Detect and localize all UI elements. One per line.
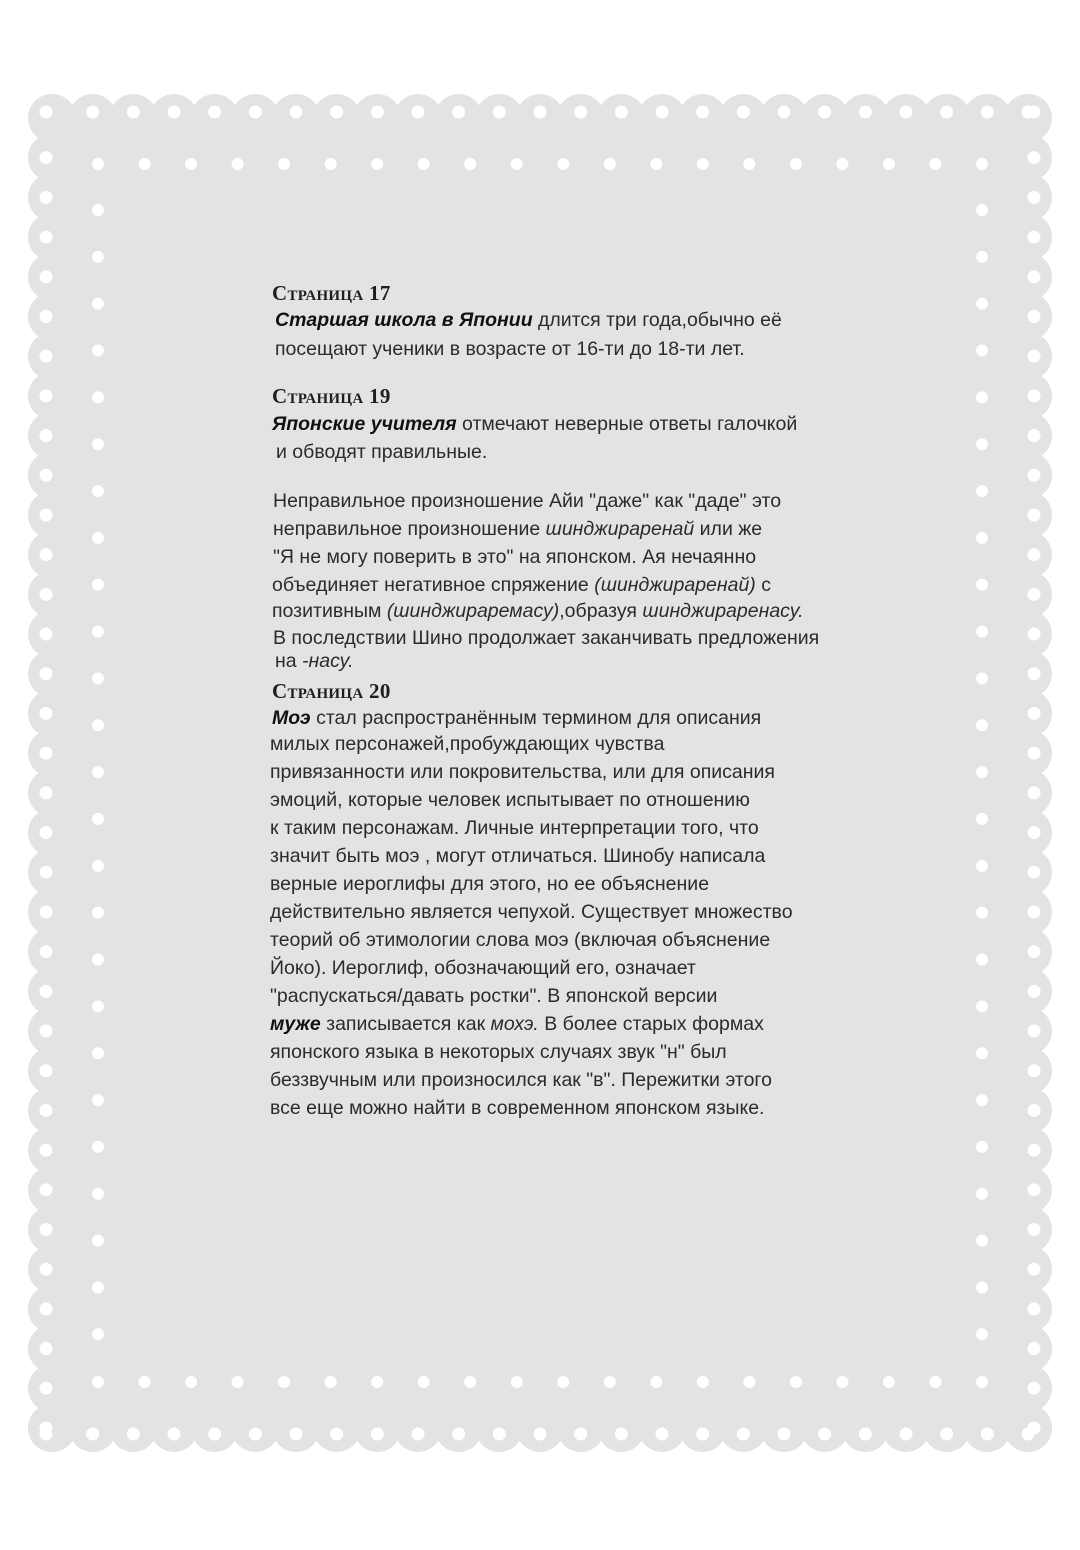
body-text: "Я не могу поверить в это" на японском. Ая нечаянно <box>273 546 757 568</box>
body-text: Йоко). Иероглиф, обозначающий его, означает <box>270 957 696 979</box>
note-line <box>275 307 782 333</box>
heading-page-17: Страница 17 <box>272 281 391 305</box>
note-line <box>272 598 804 624</box>
body-text: верные иероглифы для этого, но ее объяснение <box>270 873 710 895</box>
body-text: ,образуя <box>559 600 643 622</box>
note-line <box>273 516 762 542</box>
body-text: и обводят правильные. <box>276 441 488 463</box>
note-line <box>270 1095 764 1121</box>
body-text: посещают ученики в возрасте от 16-ти до 18-ти лет. <box>275 338 745 360</box>
body-text: Неправильное произношение Айи "даже" как "даде" это <box>273 490 782 512</box>
term-highlight: Японские учителя <box>272 413 457 435</box>
body-text: стал распространённым термином для описания <box>310 707 762 729</box>
body-text: записывается как <box>320 1013 491 1035</box>
note-line <box>270 927 770 953</box>
body-text: с <box>755 574 771 596</box>
note-line <box>270 1067 772 1093</box>
body-text: действительно является чепухой. Существует множество <box>270 901 793 923</box>
italic-term: шинджираренай <box>545 518 695 540</box>
body-text: отмечают неверные ответы галочкой <box>456 413 798 435</box>
body-text: эмоций, которые человек испытывает по отношению <box>270 789 750 811</box>
italic-term: мохэ. <box>490 1013 539 1035</box>
body-text: японского языка в некоторых случаях звук "н" был <box>270 1041 727 1063</box>
note-line <box>270 759 775 785</box>
note-line <box>270 843 765 869</box>
note-line <box>270 815 759 841</box>
note-line <box>270 1039 727 1065</box>
body-text: милых персонажей,пробуждающих чувства <box>270 733 665 755</box>
body-text: все еще можно найти в современном японском языке. <box>270 1097 765 1119</box>
note-line <box>270 899 793 925</box>
heading-page-19: Страница 19 <box>272 384 391 408</box>
term-highlight: Моэ <box>272 707 311 729</box>
italic-term: -насу. <box>302 650 354 672</box>
body-text: значит быть моэ , могут отличаться. Шинобу написала <box>270 845 766 867</box>
term-highlight: муже <box>270 1013 321 1035</box>
note-line <box>270 955 696 981</box>
body-text: привязанности или покровительства, или для описания <box>270 761 775 783</box>
note-line <box>273 488 781 514</box>
note-line <box>270 983 717 1009</box>
note-line <box>270 787 750 813</box>
note-line <box>272 411 797 437</box>
body-text: объединяет негативное спряжение <box>272 574 595 596</box>
body-text: В последствии Шино продолжает заканчивать предложения <box>273 627 820 649</box>
note-line <box>272 705 761 731</box>
body-text: на <box>275 650 303 672</box>
heading-page-20: Страница 20 <box>272 679 391 703</box>
body-text: беззвучным или произносился как "в". Пережитки этого <box>270 1069 772 1091</box>
body-text: к таким персонажам. Личные интерпретации того, что <box>270 817 759 839</box>
body-text: "распускаться/давать ростки". В японской версии <box>270 985 718 1007</box>
body-text: неправильное произношение <box>273 518 546 540</box>
italic-term: (шинджираренай) <box>594 574 756 596</box>
body-text: позитивным <box>272 600 387 622</box>
note-line <box>273 544 756 570</box>
body-text: В более старых формах <box>538 1013 764 1035</box>
note-line <box>273 625 819 651</box>
note-line <box>275 336 745 362</box>
note-line <box>272 572 771 598</box>
note-line <box>270 1011 764 1037</box>
note-line <box>270 731 664 757</box>
note-line <box>270 871 709 897</box>
italic-term: (шинджираремасу) <box>386 600 560 622</box>
body-text: длится три года,обычно её <box>532 309 782 331</box>
note-line <box>275 648 354 674</box>
italic-term: шинджираренасу. <box>642 600 804 622</box>
body-text: теорий об этимологии слова моэ (включая объяснение <box>270 929 771 951</box>
term-highlight: Старшая школа в Японии <box>275 309 533 331</box>
note-line <box>276 439 487 465</box>
body-text: или же <box>694 518 763 540</box>
